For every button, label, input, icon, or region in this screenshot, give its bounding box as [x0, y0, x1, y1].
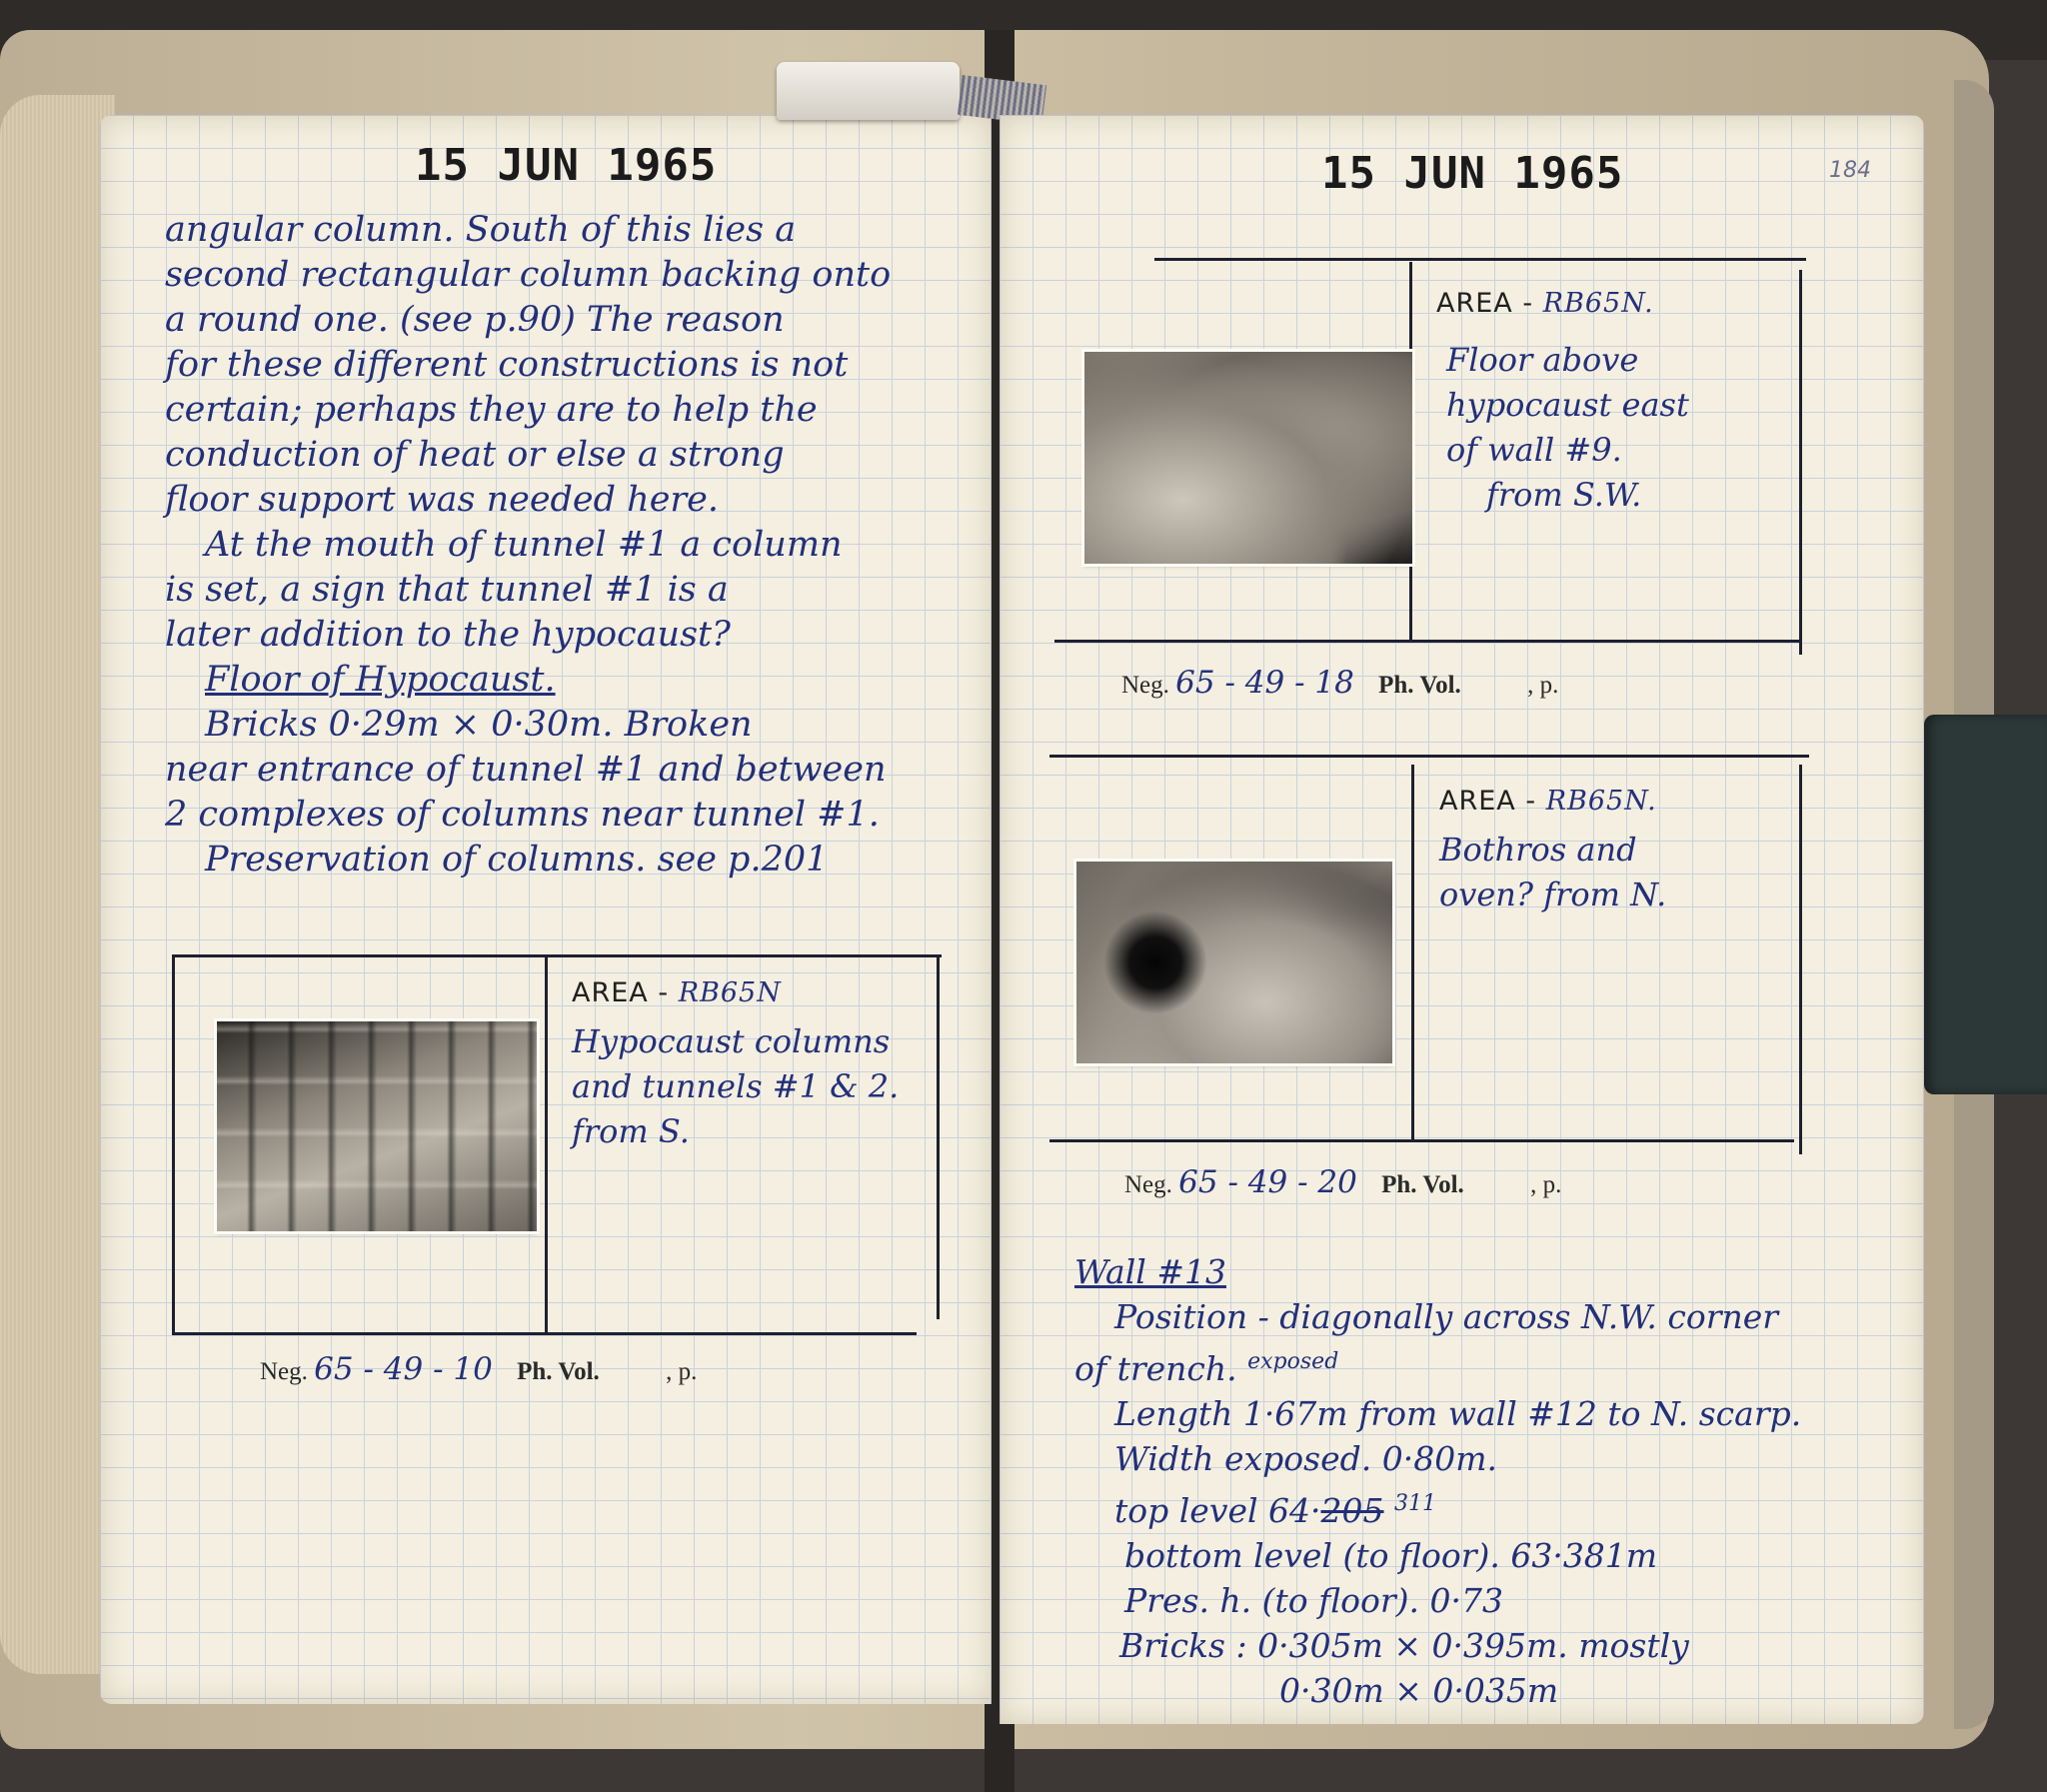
photo-box-divider [545, 954, 548, 1332]
photo-box-border [1054, 640, 1799, 643]
photo-box-divider [1411, 765, 1414, 1142]
note-line: 0·30m × 0·035m [1279, 1671, 1559, 1710]
note-line: floor support was needed here. [165, 480, 720, 520]
caption-line: from S.W. [1486, 476, 1642, 514]
page-label: , p. [1530, 1171, 1562, 1198]
note-line: a round one. (see p.90) The reason [165, 300, 785, 340]
note-line: top level 64·205 $^{311}$ [1114, 1491, 1437, 1530]
corrected-value: 311 [1394, 1491, 1437, 1516]
neg-label: Neg. [1121, 672, 1169, 699]
negative-reference [260, 1351, 697, 1387]
note-line: later addition to the hypocaust? [165, 615, 731, 655]
photo-box-border [1799, 765, 1802, 1154]
note-line: of trench. $^{exposed}$ [1074, 1349, 1339, 1388]
photo-box-border [1049, 755, 1809, 758]
note-line: Width exposed. 0·80m. [1114, 1439, 1497, 1478]
photo-box-border [937, 954, 940, 1319]
note-line: Length 1·67m from wall #12 to N. scarp. [1114, 1394, 1802, 1433]
area-code: RB65N [678, 977, 782, 1008]
page-edges [0, 95, 115, 1674]
note-line: Bricks 0·29m × 0·30m. Broken [205, 705, 753, 745]
caption-line: hypocaust east [1446, 386, 1689, 424]
caption-line: Bothros and [1439, 831, 1637, 869]
negative-reference [1121, 665, 1558, 701]
left-date-stamp: 15 JUN 1965 [415, 140, 718, 191]
neg-number: 65 - 49 - 18 [1175, 665, 1354, 701]
photo-caption [572, 1019, 899, 1154]
caption-line: of wall #9. [1446, 431, 1622, 469]
photo-floor-above-hypocaust [1084, 352, 1412, 564]
wall-heading: Wall #13 [1074, 1252, 1226, 1291]
note-line: Position - diagonally across N.W. corner [1114, 1297, 1779, 1336]
neg-number: 65 - 49 - 20 [1178, 1164, 1357, 1200]
note-line: 2 complexes of columns near tunnel #1. [165, 795, 880, 835]
caption-line: and tunnels #1 & 2. [572, 1067, 900, 1105]
caption-line: oven? from N. [1439, 876, 1667, 913]
note-line: Pres. h. (to floor). 0·73 [1124, 1581, 1504, 1620]
note-line: is set, a sign that tunnel #1 is a [165, 570, 729, 610]
note-line: At the mouth of tunnel #1 a column [205, 525, 843, 565]
photo-box-border [172, 954, 175, 1334]
note-line: Bricks : 0·305m × 0·395m. mostly [1119, 1626, 1689, 1665]
caption-line: Floor above [1446, 341, 1639, 379]
photo-box-border [1154, 258, 1806, 261]
vol-label: Ph. Vol. [1381, 1171, 1464, 1198]
note-line: for these different constructions is not [165, 345, 849, 385]
neg-number: 65 - 49 - 10 [314, 1351, 493, 1387]
neg-label: Neg. [260, 1358, 308, 1385]
note-line: bottom level (to floor). 63·381m [1124, 1536, 1658, 1575]
note-line: second rectangular column backing onto [165, 255, 892, 295]
area-code: RB65N. [1542, 288, 1654, 319]
neg-label: Neg. [1124, 1171, 1172, 1198]
negative-reference [1124, 1164, 1561, 1200]
struck-value: 205 [1320, 1491, 1384, 1530]
insertion-note: exposed [1247, 1349, 1339, 1374]
area-label: AREA - RB65N. [1436, 288, 1654, 319]
caption-line: Hypocaust columns [572, 1022, 891, 1060]
photo-box-border [172, 1332, 917, 1335]
page-label: , p. [666, 1358, 698, 1385]
paper-clip [777, 62, 960, 120]
area-label: AREA - RB65N. [1439, 786, 1657, 817]
section-heading-floor: Floor of Hypocaust. [205, 660, 556, 700]
caption-line: from S. [572, 1112, 690, 1150]
note-line: angular column. South of this lies a [165, 210, 797, 250]
photo-box-border [172, 954, 942, 957]
bookmark-tab [1924, 715, 2047, 1094]
wall-notes [1074, 1249, 1801, 1713]
page-label: , p. [1527, 672, 1559, 699]
photo-box-border [1049, 1139, 1794, 1142]
note-line: certain; perhaps they are to help the [165, 390, 818, 430]
note-line: near entrance of tunnel #1 and between [165, 750, 887, 790]
left-notes [165, 208, 891, 883]
photo-hypocaust-columns [217, 1021, 537, 1231]
page-number: 184 [1829, 158, 1871, 183]
photo-caption [1439, 828, 1666, 917]
vol-label: Ph. Vol. [1378, 672, 1461, 699]
photo-box-border [1799, 270, 1802, 655]
right-date-stamp: 15 JUN 1965 [1321, 148, 1624, 199]
note-line: conduction of heat or else a strong [165, 435, 785, 475]
note-line-preservation: Preservation of columns. see p.201 [205, 840, 829, 880]
photo-caption [1446, 338, 1689, 518]
area-label: AREA - RB65N [572, 977, 782, 1008]
vol-label: Ph. Vol. [517, 1358, 600, 1385]
photo-bothros-oven [1076, 862, 1392, 1063]
area-code: RB65N. [1545, 786, 1657, 817]
